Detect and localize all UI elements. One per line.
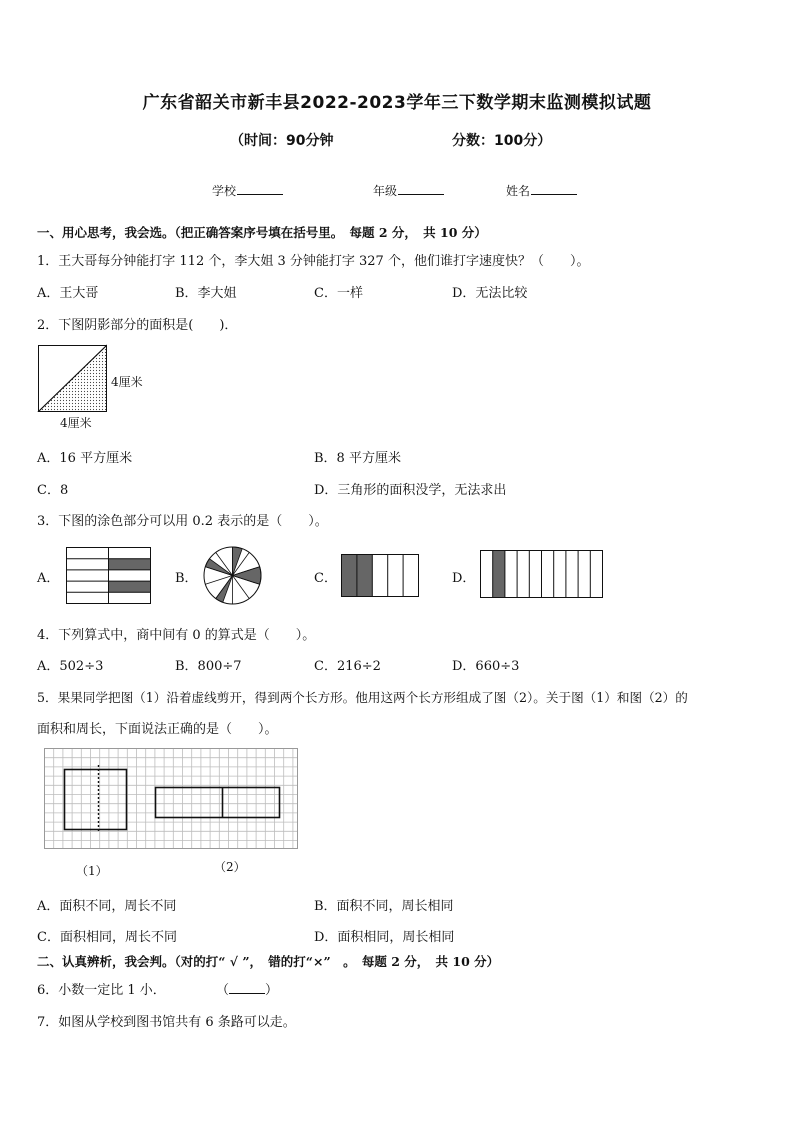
q2-side-label: 4厘米 bbox=[111, 375, 143, 389]
q3-option-b[interactable]: B． bbox=[175, 571, 198, 586]
page-title: 广东省韶关市新丰县2022-2023学年三下数学期末监测模拟试题 bbox=[142, 93, 652, 113]
grade-field[interactable] bbox=[373, 182, 444, 199]
q6-paren-open: （ bbox=[216, 983, 230, 998]
q3-figure-a-grid bbox=[66, 547, 152, 605]
question-7: 7．如图从学校到图书馆共有 6 条路可以走。 bbox=[37, 1015, 296, 1030]
q1-option-a[interactable]: A．王大哥 bbox=[37, 286, 99, 301]
name-field[interactable] bbox=[506, 182, 577, 199]
q4-option-d[interactable]: D．660÷3 bbox=[452, 659, 520, 674]
question-1: 1．王大哥每分钟能打字 112 个，李大姐 3 分钟能打字 327 个，他们谁打字速度快？（ ）。 bbox=[37, 254, 590, 269]
q1-option-b[interactable]: B．李大姐 bbox=[175, 286, 237, 301]
q2-bottom-label: 4厘米 bbox=[60, 416, 92, 430]
school-blank[interactable] bbox=[237, 182, 283, 195]
q1-option-d[interactable]: D．无法比较 bbox=[452, 286, 528, 301]
question-3: 3．下图的涂色部分可以用 0.2 表示的是（ ）。 bbox=[37, 514, 328, 529]
q6-paren-close: ） bbox=[265, 983, 279, 998]
figure-1-square bbox=[65, 770, 127, 830]
square-triangle-figure bbox=[38, 345, 108, 413]
q6-answer-box[interactable] bbox=[216, 979, 278, 998]
q5-option-c[interactable]: C．面积相同，周长不同 bbox=[37, 930, 177, 945]
section-2-heading: 二、认真辨析，我会判。（对的打“ √ ”， 错的打“×” 。 每题 2 分， 共 10 分） bbox=[37, 954, 500, 969]
q2-option-d[interactable]: D．三角形的面积没学，无法求出 bbox=[314, 483, 507, 498]
time-label: （时间：90分钟 bbox=[230, 133, 334, 149]
q3-figure-c-bar bbox=[341, 554, 421, 598]
q2-option-c[interactable]: C．8 bbox=[37, 483, 69, 498]
q4-option-a[interactable]: A．502÷3 bbox=[37, 659, 104, 674]
q4-option-c[interactable]: C．216÷2 bbox=[314, 659, 381, 674]
question-6: 6．小数一定比 1 小． bbox=[37, 983, 166, 998]
section-1-heading: 一、用心思考，我会选。（把正确答案序号填在括号里。 每题 2 分， 共 10 分） bbox=[37, 225, 487, 240]
q5-figure-2-label: （2） bbox=[214, 860, 246, 874]
q3-option-d[interactable]: D． bbox=[452, 571, 476, 586]
q5-figure-1-label: （1） bbox=[76, 864, 108, 878]
q3-figure-d-bar bbox=[480, 550, 608, 600]
school-label: 学校 bbox=[212, 184, 237, 198]
q3-option-a[interactable]: A． bbox=[37, 571, 60, 586]
q5-option-b[interactable]: B．面积不同，周长相同 bbox=[314, 899, 454, 914]
q5-option-a[interactable]: A．面积不同，周长不同 bbox=[37, 899, 177, 914]
q3-figure-b-circle bbox=[203, 546, 263, 606]
q3-option-c[interactable]: C． bbox=[314, 571, 337, 586]
q2-option-b[interactable]: B．8 平方厘米 bbox=[314, 451, 401, 466]
q4-option-b[interactable]: B．800÷7 bbox=[175, 659, 242, 674]
q6-answer-blank[interactable] bbox=[229, 981, 265, 994]
question-5-line-1: 5．果果同学把图（1）沿着虚线剪开，得到两个长方形。他用这两个长方形组成了图（2）。关于图（1）和图（2）的 bbox=[37, 690, 688, 705]
name-blank[interactable] bbox=[531, 182, 577, 195]
q2-option-a[interactable]: A．16 平方厘米 bbox=[37, 451, 133, 466]
q5-option-d[interactable]: D．面积相同，周长相同 bbox=[314, 930, 455, 945]
grade-label: 年级 bbox=[373, 184, 398, 198]
q5-grid-figure bbox=[44, 748, 300, 850]
name-label: 姓名 bbox=[506, 184, 531, 198]
question-2: 2．下图阴影部分的面积是( )． bbox=[37, 318, 238, 333]
question-4: 4．下列算式中，商中间有 0 的算式是（ ）。 bbox=[37, 628, 316, 643]
school-field[interactable] bbox=[212, 182, 283, 199]
q1-option-c[interactable]: C．一样 bbox=[314, 286, 363, 301]
score-label: 分数：100分） bbox=[452, 133, 552, 149]
question-5-line-2: 面积和周长，下面说法正确的是（ ）。 bbox=[37, 722, 278, 737]
grade-blank[interactable] bbox=[398, 182, 444, 195]
